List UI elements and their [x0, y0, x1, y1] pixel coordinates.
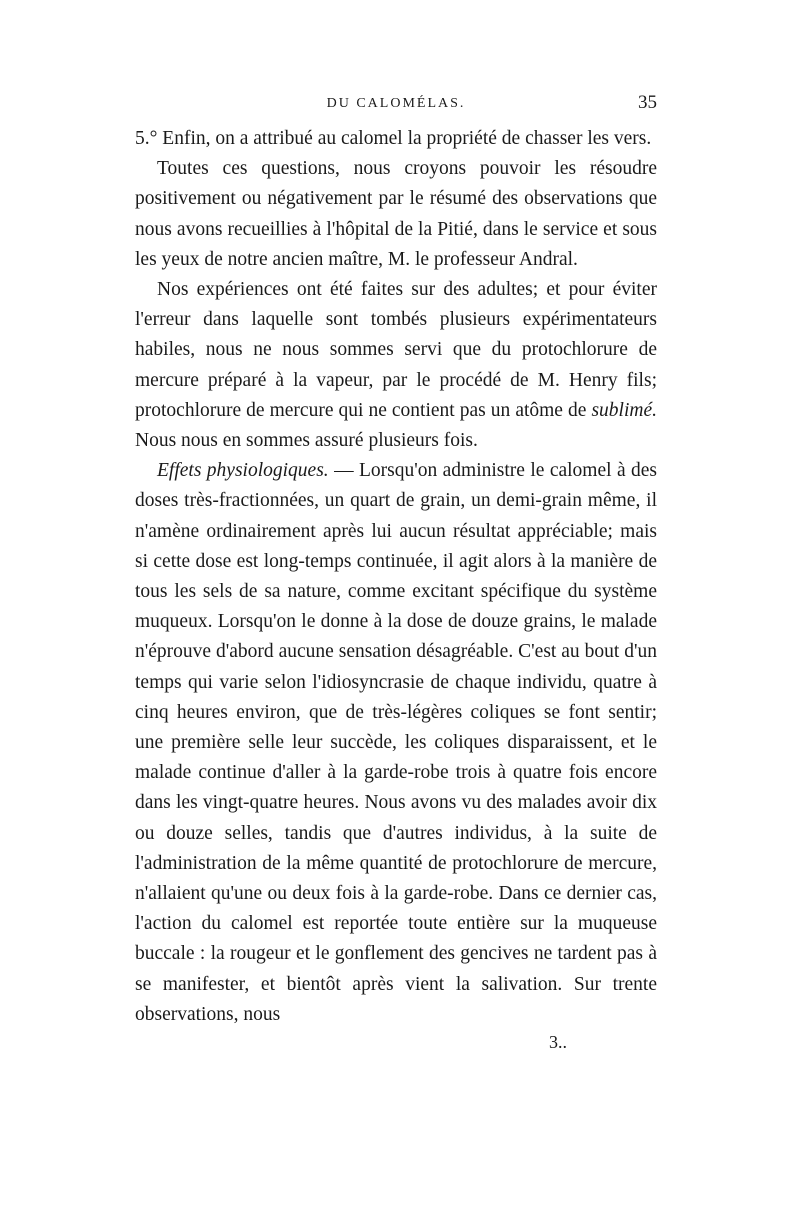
paragraph-3: [135, 275, 657, 456]
paragraph-1: 5.° Enfin, on a attribué au calomel la propriété de chasser les vers.: [135, 128, 652, 149]
section-heading: Effets physiologiques.: [157, 460, 329, 482]
emphasis-sublime: sublimé.: [591, 399, 657, 421]
paragraph-4: [135, 456, 657, 1030]
signature-mark: 3..: [549, 1032, 567, 1053]
paragraph-3-text-end: Nous nous en sommes assuré plusieurs fois.: [135, 430, 478, 452]
body-text: [135, 124, 657, 1030]
paragraph-3-text: Nos expériences ont été faites sur des adultes; et pour éviter l'erreur dans laquelle sont tombés plusieurs expérimentateurs habiles, nous ne nous sommes servi que du protochlorure de mercure préparé à la vapeur, par le procédé de M. Henry fils; protochlorure de mercure qui ne contient pas un atôme de: [135, 279, 657, 421]
paragraph-2: Toutes ces questions, nous croyons pouvoir les résoudre positivement ou négativement par le résumé des observations que nous avons recueillies à l'hôpital de la Pitié, dans le service et sous les yeux de notre ancien maître, M. le professeur Andral.: [135, 158, 657, 270]
running-title: DU CALOMÉLAS.: [326, 96, 466, 111]
document-page: [135, 92, 657, 1053]
running-head: [135, 92, 657, 118]
page-number: 35: [638, 92, 657, 113]
paragraph-4-text: — Lorsqu'on administre le calomel à des doses très-fractionnées, un quart de grain, un demi-grain même, il n'amène ordinairement après lui aucun résultat appréciable; mais si cette dose est long-temps continuée, il agit alors à la manière de tous les sels de sa nature, comme excitant spécifique du système muqueux. Lorsqu'on le donne à la dose de douze grains, le malade n'éprouve d'abord aucune sensation désagréable. C'est au bout d'un temps qui varie selon l'idiosyncrasie de chaque individu, quatre à cinq heures environ, que de très-légères coliques se font sentir; une première selle leur succède, les coliques disparaissent, et le malade continue d'aller à la garde-robe trois à quatre fois encore dans les vingt-quatre heures. Nous avons vu des malades avoir dix ou douze selles, tandis que d'autres individus, à la suite de l'administration de la même quantité de protochlorure de mercure, n'allaient qu'une ou deux fois à la garde-robe. Dans ce dernier cas, l'action du calomel est reportée toute entière sur la muqueuse buccale : la rougeur et le gonflement des gencives ne tardent pas à se manifester, et bientôt après vient la salivation. Sur trente observations, nous: [135, 460, 658, 1025]
